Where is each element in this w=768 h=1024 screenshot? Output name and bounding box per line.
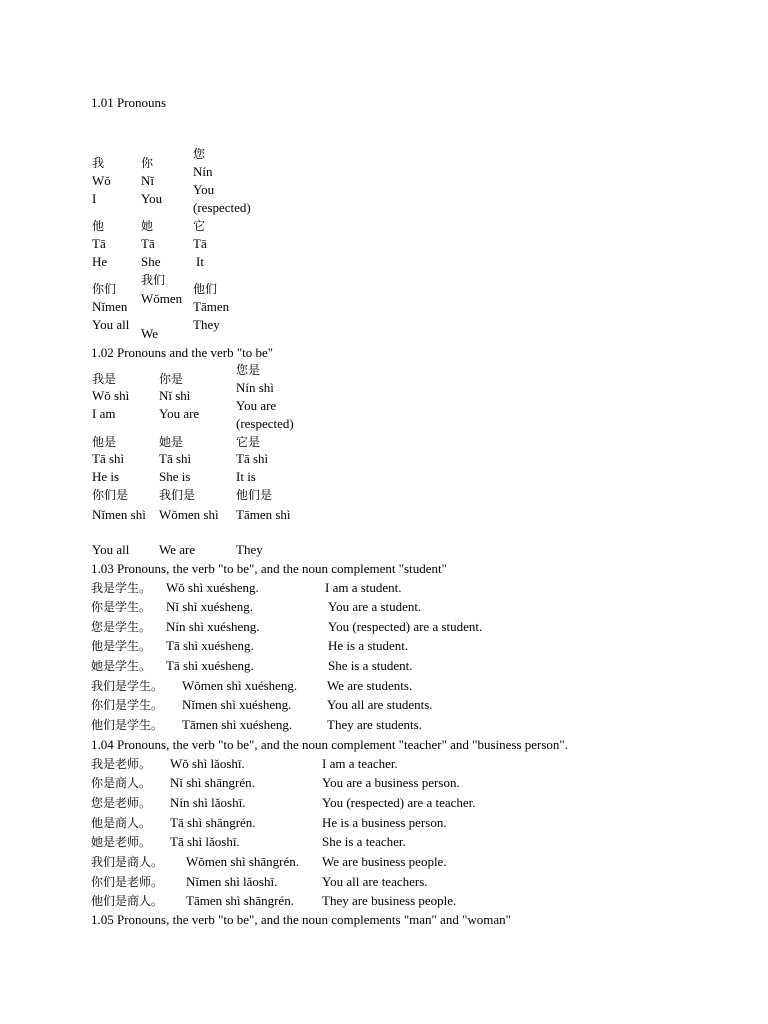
pronoun-tamen-hanzi: 他们 [193, 282, 218, 296]
occupation-sentence-pinyin: Nǐmen shì lǎoshī. [186, 874, 278, 889]
student-sentence-english: You are a student. [328, 599, 422, 614]
to-be-ta-she-english: She is [159, 469, 191, 484]
to-be-ta-he-hanzi: 他是 [92, 435, 117, 449]
to-be-women-pinyin: Wǒmen shì [159, 507, 219, 522]
occupation-sentence-hanzi: 你是商人。 [91, 776, 152, 790]
to-be-nin-hanzi: 您是 [236, 363, 261, 377]
student-sentence-pinyin: Nín shì xuésheng. [166, 619, 260, 634]
student-sentence-english: I am a student. [325, 580, 402, 595]
to-be-ni-english: You are [159, 406, 200, 421]
to-be-tamen-hanzi: 他们是 [236, 488, 273, 502]
to-be-ta-she-hanzi: 她是 [159, 435, 184, 449]
to-be-ta-he-pinyin: Tā shì [92, 451, 125, 466]
pronoun-ni-hanzi: 你 [141, 156, 154, 170]
to-be-women-english: We are [159, 542, 196, 557]
occupation-sentence-hanzi: 他们是商人。 [91, 894, 164, 908]
pronoun-nin-hanzi: 您 [193, 147, 206, 161]
student-sentence-english: He is a student. [328, 638, 409, 653]
occupation-sentence-pinyin: Wǒ shì lǎoshī. [170, 756, 245, 771]
pronoun-ni-english: You [141, 191, 163, 206]
student-sentence-pinyin: Wǒ shì xuésheng. [166, 580, 259, 595]
occupation-sentence-english: She is a teacher. [322, 834, 406, 849]
student-sentence-hanzi: 他是学生。 [91, 639, 152, 653]
student-sentence-pinyin: Tāmen shì xuésheng. [182, 717, 293, 732]
occupation-sentence-pinyin: Wǒmen shì shāngrén. [186, 854, 300, 869]
student-sentence-english: We are students. [327, 678, 413, 693]
pronoun-ta-she-pinyin: Tā [141, 236, 155, 251]
to-be-ta-it-pinyin: Tā shì [236, 451, 269, 466]
pronoun-nimen-hanzi: 你们 [92, 282, 117, 296]
to-be-nin-english: You are [236, 398, 277, 413]
to-be-women-hanzi: 我们是 [159, 488, 196, 502]
occupation-sentence-english: They are business people. [322, 893, 457, 908]
section-heading-1-04: 1.04 Pronouns, the verb "to be", and the noun complement "teacher" and "business person". [91, 737, 568, 752]
occupation-sentence-english: We are business people. [322, 854, 447, 869]
section-heading-1-02: 1.02 Pronouns and the verb "to be" [91, 345, 274, 360]
pronoun-nin-pinyin: Nín [193, 164, 213, 179]
occupation-sentence-pinyin: Nín shì lǎoshī. [170, 795, 246, 810]
occupation-sentence-pinyin: Tā shì lǎoshī. [170, 834, 240, 849]
to-be-wo-english: I am [92, 406, 116, 421]
student-sentence-hanzi: 她是学生。 [91, 659, 152, 673]
student-sentence-english: She is a student. [328, 658, 413, 673]
section-heading-1-05: 1.05 Pronouns, the verb "to be", and the noun complements "man" and "woman" [91, 912, 511, 927]
student-sentence-pinyin: Wǒmen shì xuésheng. [182, 678, 298, 693]
student-sentence-hanzi: 你们是学生。 [91, 698, 164, 712]
to-be-nimen-pinyin: Nǐmen shì [92, 507, 146, 522]
pronoun-ta-he-english: He [92, 254, 108, 269]
student-sentence-hanzi: 您是学生。 [91, 620, 152, 634]
student-sentence-pinyin: Nǐmen shì xuésheng. [182, 697, 292, 712]
occupation-sentence-hanzi: 您是老师。 [91, 796, 152, 810]
section-heading-1-03: 1.03 Pronouns, the verb "to be", and the noun complement "student" [91, 561, 447, 576]
occupation-sentence-english: He is a business person. [322, 815, 447, 830]
to-be-ta-it-hanzi: 它是 [236, 435, 261, 449]
pronoun-nin-english: You [193, 182, 215, 197]
student-sentence-hanzi: 我是学生。 [91, 581, 152, 595]
pronoun-ta-it-hanzi: 它 [193, 219, 206, 233]
pronoun-tamen-english: They [193, 317, 220, 332]
occupation-sentence-pinyin: Tā shì shāngrén. [170, 815, 256, 830]
pronoun-ta-he-hanzi: 他 [92, 219, 105, 233]
pronoun-women-english: We [141, 326, 158, 341]
to-be-ta-she-pinyin: Tā shì [159, 451, 192, 466]
to-be-wo-hanzi: 我是 [92, 372, 117, 386]
to-be-nimen-hanzi: 你们是 [92, 488, 129, 502]
to-be-ni-hanzi: 你是 [159, 372, 184, 386]
pronoun-tamen-pinyin: Tāmen [193, 299, 230, 314]
to-be-tamen-english: They [236, 542, 263, 557]
pronoun-ta-it-pinyin: Tā [193, 236, 207, 251]
occupation-sentence-hanzi: 她是老师。 [91, 835, 152, 849]
student-sentence-hanzi: 他们是学生。 [91, 718, 164, 732]
occupation-sentence-english: You (respected) are a teacher. [322, 795, 476, 810]
student-sentence-pinyin: Nǐ shì xuésheng. [166, 599, 254, 614]
pronoun-ta-he-pinyin: Tā [92, 236, 106, 251]
pronoun-ta-it-english: It [196, 254, 204, 269]
occupation-sentence-hanzi: 你们是老师。 [91, 875, 164, 889]
to-be-ta-it-english: It is [236, 469, 256, 484]
occupation-sentence-hanzi: 我是老师。 [91, 757, 152, 771]
pronoun-wo-pinyin: Wǒ [92, 173, 111, 188]
to-be-ta-he-english: He is [92, 469, 120, 484]
to-be-nin-respected: (respected) [236, 416, 294, 431]
pronoun-nimen-english: You all [92, 317, 130, 332]
pronoun-ni-pinyin: Nǐ [141, 173, 154, 188]
to-be-nin-pinyin: Nín shì [236, 380, 274, 395]
to-be-nimen-english: You all [92, 542, 130, 557]
student-sentence-pinyin: Tā shì xuésheng. [166, 658, 254, 673]
pronoun-nin-respected: (respected) [193, 200, 251, 215]
section-heading-1-01: 1.01 Pronouns [91, 95, 167, 110]
pronoun-women-hanzi: 我们 [141, 273, 166, 287]
occupation-sentence-pinyin: Tāmen shì shāngrén. [186, 893, 294, 908]
pronoun-women-pinyin: Wǒmen [141, 291, 183, 306]
occupation-sentence-english: You are a business person. [322, 775, 460, 790]
occupation-sentence-pinyin: Nǐ shì shāngrén. [170, 775, 255, 790]
occupation-sentence-hanzi: 他是商人。 [91, 816, 152, 830]
occupation-sentence-english: I am a teacher. [322, 756, 398, 771]
pronoun-ta-she-english: She [141, 254, 161, 269]
occupation-sentence-english: You all are teachers. [322, 874, 428, 889]
student-sentence-english: You (respected) are a student. [328, 619, 483, 634]
pronoun-wo-english: I [92, 191, 97, 206]
pronoun-nimen-pinyin: Nǐmen [92, 299, 128, 314]
student-sentence-hanzi: 我们是学生。 [91, 679, 164, 693]
pronoun-ta-she-hanzi: 她 [141, 219, 154, 233]
to-be-ni-pinyin: Nǐ shì [159, 388, 191, 403]
to-be-tamen-pinyin: Tāmen shì [236, 507, 291, 522]
student-sentence-pinyin: Tā shì xuésheng. [166, 638, 254, 653]
pronoun-wo-hanzi: 我 [92, 156, 105, 170]
student-sentence-english: They are students. [327, 717, 422, 732]
to-be-wo-pinyin: Wǒ shì [92, 388, 130, 403]
student-sentence-hanzi: 你是学生。 [91, 600, 152, 614]
occupation-sentence-hanzi: 我们是商人。 [91, 855, 164, 869]
student-sentence-english: You all are students. [327, 697, 433, 712]
